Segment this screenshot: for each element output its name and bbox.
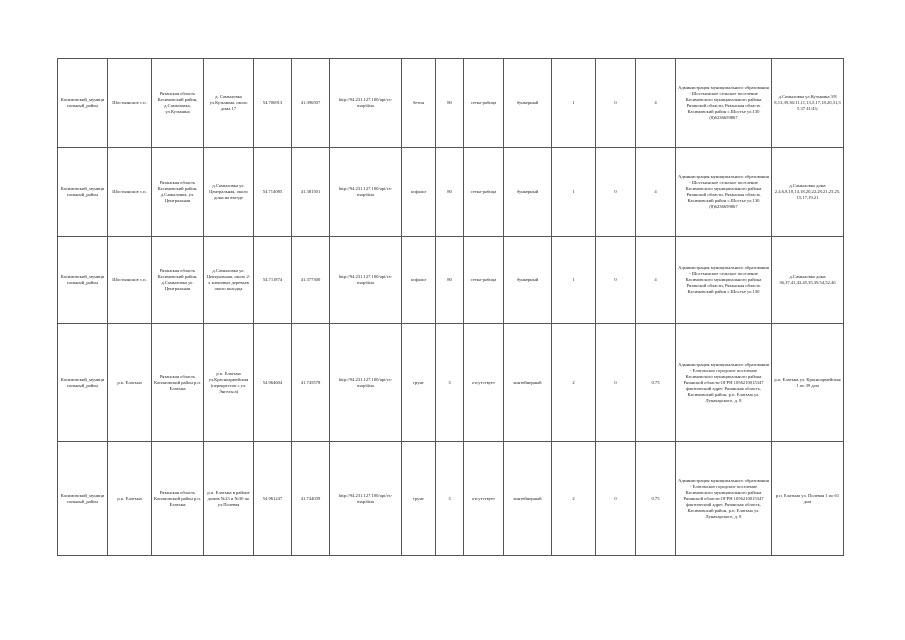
latitude-cell: 54.964604 [254,324,292,442]
table-row [58,324,844,442]
region-address-cell: Рязанская область Касимовский район, д.Самыловка ул. Центральная [152,237,204,324]
owner-cell: Администрация муниципального образования - Елатомское городское поселение Касимовского муниципального района Рязанской области ОГРН 1056210015347 фактический адрес Рязанская область, Касимовский район, р.п. Елатьма ул. Луначарского, д. 8 [676,324,772,442]
container-type-cell: бункерный [504,59,552,148]
surface-cell: бетон [402,59,436,148]
municipality-cell: Касимовский_муниципальный_район [58,59,108,148]
municipality-cell: Касимовский_муниципальный_район [58,237,108,324]
latitude-cell: 54.714085 [254,148,292,237]
sources-cell: д.Самыловка ул.Кузьмина 3/8 8,13,39,36/11,11,13,5,17,18,20,31,35,37 41/43; [772,59,844,148]
waste-sites-table [57,58,844,556]
table-row [58,148,844,237]
longitude-cell: 41.744039 [292,442,330,556]
map-link-cell[interactable]: http://94.231.127.100/api/vs-map/data [330,442,402,556]
container-type-cell: бункерный [504,148,552,237]
container-type-cell: контейнерный [504,442,552,556]
owner-cell: Администрация муниципального образования - Елатомское городское поселение Касимовского муниципального района Рязанской области ОГРН 1056210015347 фактический адрес Рязанская область, Касимовский район, р.п. Елатьма ул. Луначарского, д. 8 [676,442,772,556]
count-placed-cell: 0 [596,59,636,148]
latitude-cell: 54.711874 [254,237,292,324]
count-planned-cell: 2 [552,324,596,442]
municipality-cell: Касимовский_муниципальный_район [58,324,108,442]
count-placed-cell: 0 [596,442,636,556]
latitude-cell: 54.706913 [254,59,292,148]
sources-cell: д.Самыловка дома 2,4,6,8,10,14,18,20,22,28,21,23,25,15,17,19,21 [772,148,844,237]
region-address-cell: Рязанская область Касимовский район, д.Самыловка, ул.Кузьмина [152,59,204,148]
owner-cell: Администрация муниципального образования - Шостьинское сельское поселение Касимовского муниципального района Рязанской области, Рязанская область Касимовский район с.Шостье ул.130 (8)6236659867 [676,59,772,148]
fence-cell: сетка-рабица [464,237,504,324]
site-location-cell: р.п. Елатьма в районе домов №23 и №30 по ул.Полевая [204,442,254,556]
surface-cell: асфальт [402,237,436,324]
surface-cell: грунт [402,324,436,442]
volume-cell: 4 [636,148,676,237]
count-placed-cell: 0 [596,237,636,324]
settlement-cell: р.п. Елатьма [108,442,152,556]
settlement-cell: Шостьинское с.п. [108,148,152,237]
count-planned-cell: 1 [552,237,596,324]
longitude-cell: 41.377300 [292,237,330,324]
area-cell: 80 [436,148,464,237]
fence-cell: сетка-рабица [464,148,504,237]
volume-cell: 4 [636,59,676,148]
municipality-cell: Касимовский_муниципальный_район [58,442,108,556]
owner-cell: Администрация муниципального образования - Шостьинское сельское поселение Касимовского муниципального района Рязанской области, Рязанская область Касимовский район с.Шостье ул.130 [676,237,772,324]
table-row [58,442,844,556]
longitude-cell: 41.396507 [292,59,330,148]
area-cell: 80 [436,237,464,324]
latitude-cell: 54.961247 [254,442,292,556]
volume-cell: 0.75 [636,442,676,556]
site-location-cell: д.Самыловка ул. Центральная, около дома на въезде [204,148,254,237]
map-link-cell[interactable]: http://94.231.127.100/api/vs-map/data [330,148,402,237]
table-row [58,59,844,148]
fence-cell: сетка-рабица [464,59,504,148]
map-link-cell[interactable]: http://94.231.127.100/api/vs-map/data [330,324,402,442]
settlement-cell: Шостьинское с.п. [108,237,152,324]
region-address-cell: Рязанская область Касимовский район р.п. Елатьма [152,442,204,556]
sources-cell: р.п. Елатьма ул. Красноармейская 1 по 39 дом [772,324,844,442]
area-cell: 80 [436,59,464,148]
count-placed-cell: 0 [596,324,636,442]
longitude-cell: 41.381501 [292,148,330,237]
surface-cell: асфальт [402,148,436,237]
count-planned-cell: 1 [552,59,596,148]
table-row [58,237,844,324]
count-planned-cell: 1 [552,148,596,237]
site-location-cell: д.Самыловка ул. Центральная, около 2-х кленовых деревьев около колодца [204,237,254,324]
count-placed-cell: 0 [596,148,636,237]
owner-cell: Администрация муниципального образования - Шостьинское сельское поселение Касимовского муниципального района Рязанской области, Рязанская область Касимовский район с.Шостье ул.130 (8)6236659867 [676,148,772,237]
municipality-cell: Касимовский_муниципальный_район [58,148,108,237]
volume-cell: 0.75 [636,324,676,442]
area-cell: 3 [436,324,464,442]
sources-cell: д.Самыловка дома 36,37,41,43,45,35,39,54,52,46 [772,237,844,324]
region-address-cell: Рязанская область Касимовский район р.п. Елатьма [152,324,204,442]
area-cell: 3 [436,442,464,556]
fence-cell: отсутствует [464,442,504,556]
site-location-cell: д. Самыловка ул.Кузьмина, около дома 17 [204,59,254,148]
map-link-cell[interactable]: http://94.231.127.100/api/vs-map/data [330,59,402,148]
settlement-cell: р.п. Елатьма [108,324,152,442]
site-location-cell: р.п. Елатьма ул.Красноармейская (перекресток с ул. Энгельса) [204,324,254,442]
settlement-cell: Шостьинское с.п. [108,59,152,148]
fence-cell: отсутствует [464,324,504,442]
container-type-cell: контейнерный [504,324,552,442]
container-type-cell: бункерный [504,237,552,324]
surface-cell: грунт [402,442,436,556]
sources-cell: р.п. Елатьма ул. Полевая 1 по 61 дом [772,442,844,556]
region-address-cell: Рязанская область Касимовский район, д.Самыловка, ул. Центральная [152,148,204,237]
volume-cell: 4 [636,237,676,324]
map-link-cell[interactable]: http://94.231.127.100/api/vs-map/data [330,237,402,324]
count-planned-cell: 2 [552,442,596,556]
longitude-cell: 41.745578 [292,324,330,442]
